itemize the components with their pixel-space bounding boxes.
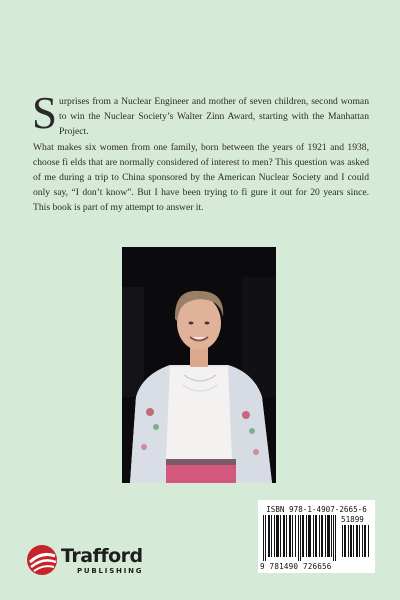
blurb-paragraph-1 [32, 88, 369, 140]
blurb-paragraph-2: What makes six women from one family, born between the years of 1921 and 1938, choose fi elds that are normally considered of interest to men? This question was asked of me during a trip to China sponsored by the American Nuclear Society and I could only say, “I don’t know”. But I have been trying to fi gure it out for 20 years since. This book is part of my attempt to answer it. [33, 141, 369, 214]
publisher-subtitle: PUBLISHING [77, 567, 144, 575]
drop-cap: S [32, 88, 58, 138]
addon-barcode-bars [342, 525, 370, 557]
trafford-swirl-icon [25, 543, 61, 577]
blurb-paragraph-1-text: urprises from a Nuclear Engineer and mother of seven children, second woman to win the Nuclear Society’s Walter Zinn Award, starting with the Manhattan Project. [59, 96, 369, 138]
ean-number: 9 781490 726656 [260, 562, 332, 571]
isbn-number: ISBN 978-1-4907-2665-6 [266, 505, 367, 514]
isbn-barcode [258, 500, 375, 573]
publisher-name: Trafford [61, 545, 143, 567]
back-cover-blurb [32, 88, 369, 216]
trafford-publishing-logo [25, 543, 165, 579]
ean-barcode-bars [263, 515, 337, 561]
author-photo [122, 247, 276, 483]
isbn-addon-number: 51899 [341, 515, 364, 524]
